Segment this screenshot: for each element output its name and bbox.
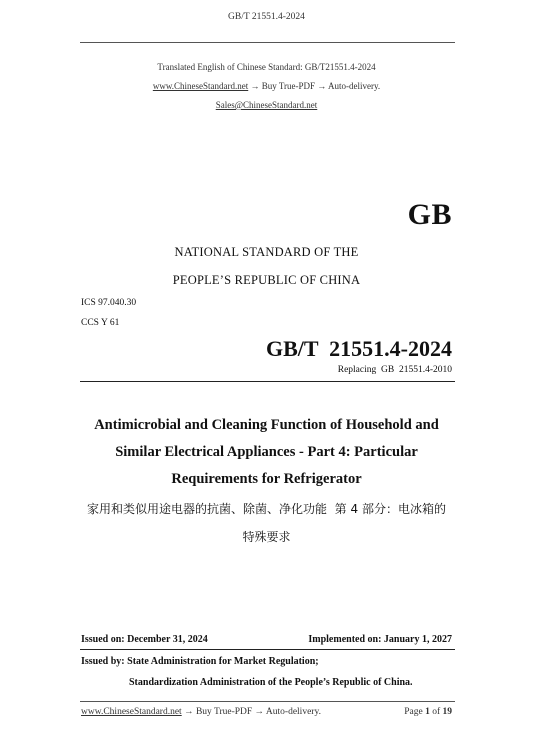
ics-code: ICS 97.040.30 [81, 298, 137, 308]
gb-logo: GB [407, 198, 452, 231]
issued-by-line1: Issued by: State Administration for Market Regulation; [81, 656, 319, 667]
purchase-line [0, 81, 533, 91]
site-link[interactable]: www.ChineseStandard.net [152, 81, 249, 91]
footer-rule [80, 701, 455, 702]
page-indicator [404, 707, 452, 717]
running-header: GB/T 21551.4-2024 [228, 12, 305, 22]
header-rule [80, 42, 455, 43]
issued-rule [80, 649, 455, 650]
email-line [0, 100, 533, 110]
ccs-code: CCS Y 61 [81, 318, 120, 328]
translation-notice: Translated English of Chinese Standard: GB/T21551.4-2024 [157, 62, 376, 72]
title-line3: Requirements for Refrigerator [171, 471, 362, 487]
issued-by-line2: Standardization Administration of the People’s Republic of China. [129, 677, 413, 688]
page-current: 1 [425, 707, 430, 717]
standard-number: GB/T 21551.4-2024 [265, 336, 452, 361]
national-standard-line1: NATIONAL STANDARD OF THE [174, 245, 359, 259]
implemented-on: Implemented on: January 1, 2027 [308, 634, 452, 645]
purchase-text: → Buy True-PDF → Auto-delivery. [250, 81, 381, 91]
replacing-note: Replacing GB 21551.4-2010 [337, 365, 452, 375]
page-label: Page [404, 707, 423, 717]
email-link[interactable]: Sales@ChineseStandard.net [215, 100, 318, 110]
number-rule [80, 381, 455, 382]
chinese-title-line2: 特殊要求 [242, 530, 291, 544]
national-standard-line2: PEOPLE’S REPUBLIC OF CHINA [172, 273, 361, 287]
footer-purchase [81, 707, 321, 717]
chinese-title-line1: 家用和类似用途电器的抗菌、除菌、净化功能 第 4 部分：电冰箱的 [87, 502, 446, 516]
issued-on: Issued on: December 31, 2024 [81, 634, 208, 645]
footer-site-link[interactable]: www.ChineseStandard.net [81, 707, 182, 717]
page-of: of [432, 707, 441, 717]
page-total: 19 [442, 707, 452, 717]
title-line1: Antimicrobial and Cleaning Function of Household and [94, 417, 439, 433]
footer-purchase-text: → Buy True-PDF → Auto-delivery. [184, 707, 321, 717]
title-line2: Similar Electrical Appliances - Part 4: Particular [115, 444, 418, 460]
